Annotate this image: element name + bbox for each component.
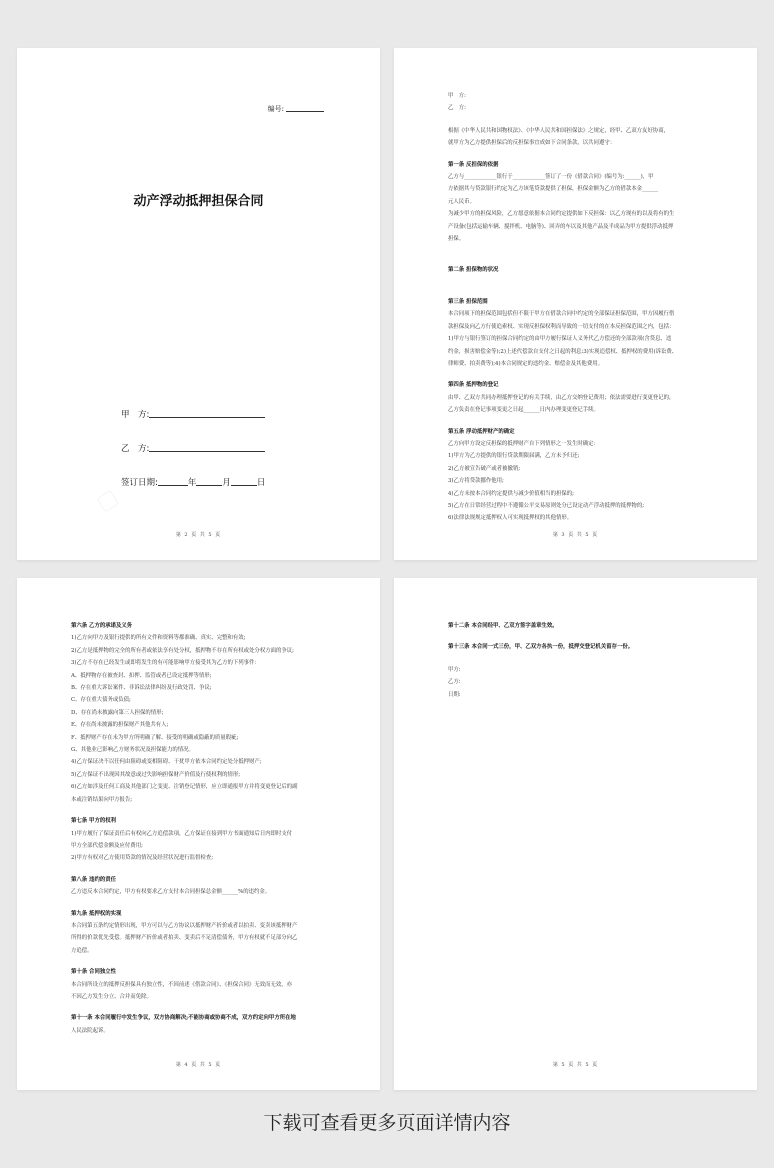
contract-page-4 [17, 578, 380, 1090]
body-line: 1)甲方履行了保证责任后有权向乙方追偿款项，乙方保证在接到甲方书面通知后日内即时支付 [71, 830, 293, 837]
clause-heading: 第十一条 本合同履行中发生争议，双方协商解决;不能协商或协商不成，双方约定向甲方所在地 [71, 1015, 296, 1022]
page-footer: 第 3 页 共 5 页 [552, 532, 599, 538]
clause-heading: 第八条 违约的责任 [71, 876, 117, 883]
clause-heading: 第七条 甲方的权利 [71, 818, 117, 825]
body-line: 本合同项下的担保范围包括但不限于甲方在借款合同中约定的全部保证担保范围，甲方因履行借 [448, 311, 675, 318]
page-body [448, 620, 702, 701]
body-line: 不因乙方发生分立、合并而免除。 [71, 993, 152, 1000]
body-line: 本或注销结果向甲方报告; [71, 796, 133, 803]
year-line [158, 485, 188, 486]
body-line: 乙方: [448, 679, 461, 686]
day-label: 日 [256, 478, 266, 488]
body-line: 4)乙方未按本合同约定提供与减少价值相当的担保的; [448, 490, 574, 497]
day-line [231, 485, 257, 486]
party-b-label: 乙 方: [121, 444, 150, 454]
body-line: 甲方: [448, 666, 461, 673]
contract-page-3 [394, 48, 757, 560]
body-line: C、存在重大债务或负债; [71, 697, 131, 704]
paragraph-gap [448, 115, 702, 125]
body-line: 2)乙方是抵押物的完全的所有者或依法享有处分权，抵押物不存在所有权或处分权方面的争议; [71, 647, 294, 654]
body-line: 2)甲方有权对乙方使用贷款的情况及经营状况进行监督检查; [71, 855, 214, 862]
doc-number-line [286, 111, 324, 112]
body-line: 就甲方为乙方提供担保后的反担保事宜成如下合同条款，以共同遵守： [448, 140, 616, 147]
page-footer: 第 2 页 共 5 页 [175, 532, 222, 538]
body-line: 本合同所设立的抵押反担保具有独立性，不因前述《借款合同》、《担保合同》无效而无效，亦 [71, 981, 293, 988]
body-line: 款担保及向乙方行使追索权、实现反担保权利而导致的一切支付的在本反担保范围之内，包括： [448, 323, 675, 330]
body-line: 律师费、拍卖费等);4)本合同规定的违约金、赔偿金及其他费用。 [448, 360, 603, 367]
body-line: 甲 方: [448, 93, 466, 99]
body-line: 元人民币。 [448, 198, 475, 205]
clause-heading: 第四条 抵押物的登记 [448, 382, 499, 389]
page-footer: 第 5 页 共 5 页 [552, 1062, 599, 1068]
body-line: 3)乙方不存在已经发生或即将发生的有可能影响甲方接受其为乙方的下列事件： [71, 660, 260, 667]
body-line: 乙方与____________银行于____________签订了一份《借款合同》(编号为:______)，甲 [448, 174, 654, 181]
clause-heading: 第十三条 本合同一式三份，甲、乙双方各执一份，抵押交登记机关留存一份。 [448, 644, 634, 651]
body-line: 方依据其与贷款银行约定为乙方该笔贷款提供了担保，担保金额为乙方的借款本金______ [448, 186, 659, 193]
body-line: 甲方全部代偿金额及应付费用; [71, 842, 143, 849]
page-body [71, 620, 325, 1037]
paragraph-gap [448, 654, 702, 664]
body-line: 1)甲方与银行签订的担保合同约定的由甲方履行保证人义务代乙方偿还的全部款项(含贷息、违 [448, 336, 672, 343]
clause-heading: 第一条 反担保的依据 [448, 161, 499, 168]
body-line: 乙方向甲方设定反担保的抵押财产自下列情形之一发生时确定： [448, 440, 599, 447]
body-line: G、其他业已影响乙方财务状况及担保能力的情况。 [71, 747, 194, 754]
party-a-label: 甲 方: [121, 410, 150, 420]
body-line: 乙方负责在登记事项变更之日起______日内办理变更登记手续。 [448, 407, 599, 414]
doc-number-label: 编号: [267, 105, 284, 113]
body-line: 产设备(包括运输车辆、搅拌机、电脑等)、回弄的车以及其他产品及半成品为甲方提供浮动抵押 [448, 223, 674, 230]
body-line: 人民法院起诉。 [71, 1027, 109, 1034]
paragraph-gap [448, 277, 702, 287]
body-line: E、存在尚未披露的担保财产其他共有人; [71, 722, 169, 729]
body-line: F、抵押财产存在未为甲方所明确了解、接受的明确或隐蔽的质量瑕疵; [71, 734, 239, 741]
body-line: 担保。 [448, 236, 465, 243]
paragraph-gap [448, 245, 702, 255]
year-label: 年 [187, 478, 197, 488]
page-footer: 第 4 页 共 5 页 [175, 1062, 222, 1068]
clause-heading: 第十条 合同独立性 [71, 969, 117, 976]
body-line: 约金，损害赔偿金等);2)上述代偿款自支付之日起的利息;3)实现追偿权、抵押权的费用(诉讼费、 [448, 348, 678, 355]
body-line: 乙方违反本合同约定，甲方有权要求乙方支付本合同担保总金额______%的违约金。 [71, 889, 271, 896]
watermark [92, 484, 123, 516]
body-line: 1)乙方向甲方及银行提供的所有文件和资料等都准确、真实、完整和有效; [71, 635, 246, 642]
clause-heading: 第五条 浮动抵押财产的确定 [448, 428, 515, 435]
body-line: D、存在尚未披露向第三人担保的情形; [71, 709, 164, 716]
party-a-line [149, 417, 265, 418]
body-line: 4)乙方保证决不以任何由阻碍或变相阻碍、干扰甲方依本合同约定处分抵押财产; [71, 759, 262, 766]
body-line: 由甲、乙双方共同办理抵押登记的有关手续，由乙方交纳登记费用；依法需要进行变更登记的， [448, 394, 675, 401]
body-line: 本合同第五条约定情形出现，甲方可以与乙方协议以抵押财产折价或者以拍卖、变卖该抵押财产 [71, 922, 298, 929]
body-line: 5)乙方在日常经营过程中不遵循公平交易原则处分已设定动产浮动抵押的抵押物的; [448, 502, 645, 509]
body-line: A、抵押物存在被查封、扣押、监管或者已设定抵押等情形; [71, 672, 212, 679]
body-line: 3)乙方将贷款挪作他用; [448, 478, 504, 485]
clause-heading: 第六条 乙方的承诺及义务 [71, 623, 133, 629]
party-b-line [149, 451, 265, 452]
clause-heading: 第十二条 本合同经甲、乙双方签字盖章生效。 [448, 623, 558, 629]
body-line: 乙 方: [448, 105, 466, 112]
date-label: 签订日期: [121, 478, 158, 488]
download-caption: 下载可查看更多页面详情内容 [263, 1112, 511, 1134]
body-line: B、存在重大诉讼案件、非诉讼法律纠纷及行政处罚、争议; [71, 685, 212, 692]
clause-heading: 第三条 担保范围 [448, 298, 488, 305]
body-line: 6)法律法规规定抵押权人可实现抵押权的其他情形。 [448, 515, 573, 522]
body-line: 1)甲方为乙方提供的银行贷款期限届满，乙方未予归还; [448, 453, 580, 460]
doc-number [268, 104, 324, 114]
signature-date [121, 476, 265, 488]
document-title: 动产浮动抵押担保合同 [133, 194, 264, 209]
body-line: 日期: [448, 691, 461, 698]
body-line: 为减少甲方的担保风险，乙方愿意依据本合同约定提供如下反担保：以乙方现有的以及将有的生 [448, 211, 675, 218]
month-label: 月 [222, 478, 231, 488]
signature-party-b [121, 442, 265, 454]
body-line: 根据《中华人民共和国物权法》、《中华人民共和国担保法》之规定，经甲、乙双方友好协商， [448, 127, 670, 134]
signature-party-a [121, 408, 265, 420]
cover-page [17, 48, 380, 560]
contract-page-5 [394, 578, 757, 1090]
clause-heading: 第二条 担保物的状况 [448, 267, 499, 274]
body-line: 方追偿。 [71, 947, 93, 954]
body-line: 2)乙方被宣告破产或者被撤销; [448, 465, 521, 472]
body-line: 6)乙方如涉及任何工商及其他部门之变更、注销登记情形，应立即通报甲方并将变更登记后的副 [71, 784, 298, 791]
body-line: 所得的价款优先受偿。抵押财产折价或者拍卖、变卖后不足清偿债务，甲方有权就不足部分向乙 [71, 935, 298, 942]
month-line [196, 485, 222, 486]
clause-heading: 第九条 抵押权的实现 [71, 910, 122, 917]
page-body [448, 90, 702, 525]
body-line: 5)乙方保证不出现因其故意或过失影响担保财产价值及行使权利的情形; [71, 771, 241, 778]
